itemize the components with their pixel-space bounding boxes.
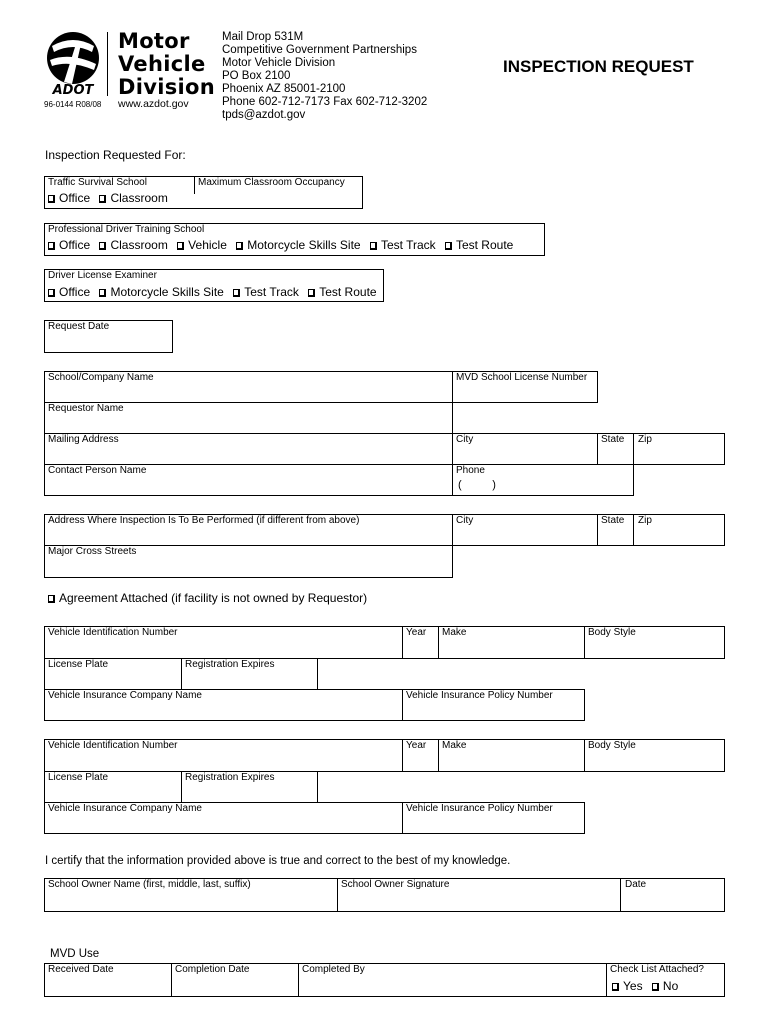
- phone-fax: Phone 602-712-7173 Fax 602-712-3202: [222, 96, 428, 108]
- vin-label: Vehicle Identification Number: [48, 627, 178, 638]
- phone-label: Phone: [456, 465, 485, 476]
- training-test-route-checkbox[interactable]: [445, 238, 513, 252]
- col-line: [181, 771, 182, 803]
- checkbox-icon: [370, 242, 377, 250]
- form-number: 96-0144 R08/08: [44, 100, 102, 109]
- website-link[interactable]: www.azdot.gov: [118, 98, 189, 110]
- zip-label: Zip: [638, 434, 652, 445]
- col-line: [620, 878, 621, 912]
- address-line-5: Phoenix AZ 85001-2100: [222, 83, 346, 95]
- license-examiner-label: Driver License Examiner: [48, 270, 157, 281]
- col-line: [402, 739, 403, 772]
- school-name-label: School/Company Name: [48, 372, 154, 383]
- certification-statement: I certify that the information provided above is true and correct to the best of my knowledge.: [45, 855, 511, 867]
- col-line: [597, 514, 598, 546]
- checkbox-icon: [99, 242, 106, 250]
- address-line-2: Competitive Government Partnerships: [222, 44, 417, 56]
- signature-date-label: Date: [625, 879, 647, 890]
- email-address[interactable]: tpds@azdot.gov: [222, 109, 306, 121]
- completion-date-label: Completion Date: [175, 964, 250, 975]
- col-line: [337, 878, 338, 912]
- option-label: Classroom: [110, 191, 168, 205]
- address-line-3: Motor Vehicle Division: [222, 57, 336, 69]
- license-plate-label: License Plate: [48, 659, 109, 670]
- checkbox-icon: [48, 289, 55, 297]
- license-plate-label: License Plate: [48, 772, 109, 783]
- location-state-label: State: [601, 515, 625, 526]
- option-label: No: [662, 979, 679, 993]
- contact-person-label: Contact Person Name: [48, 465, 147, 476]
- checkbox-icon: [236, 242, 243, 250]
- inspection-heading: Inspection Requested For:: [45, 148, 186, 162]
- traffic-classroom-checkbox[interactable]: [99, 191, 167, 205]
- checkbox-icon: [99, 195, 106, 203]
- address-line-1: Mail Drop 531M: [222, 31, 304, 43]
- training-vehicle-checkbox[interactable]: [177, 238, 227, 252]
- checklist-options: [612, 979, 684, 993]
- cross-streets-label: Major Cross Streets: [48, 546, 137, 557]
- body-style-label: Body Style: [588, 627, 636, 638]
- adot-logo-text: ADOT: [52, 83, 94, 96]
- option-label: Office: [59, 191, 91, 205]
- examiner-office-checkbox[interactable]: [48, 285, 90, 299]
- checklist-yes-checkbox[interactable]: [612, 979, 643, 993]
- checkbox-icon: [99, 289, 106, 297]
- policy-number-label: Vehicle Insurance Policy Number: [406, 803, 553, 814]
- option-label: Office: [59, 285, 91, 299]
- owner-signature-label: School Owner Signature: [341, 879, 450, 890]
- option-label: Office: [59, 238, 91, 252]
- col-line: [402, 689, 403, 721]
- option-label: Test Track: [380, 238, 436, 252]
- checklist-label: Check List Attached?: [610, 964, 704, 975]
- driver-training-options: [48, 238, 519, 252]
- col-line: [402, 626, 403, 659]
- col-line: [181, 658, 182, 690]
- checkbox-icon: [177, 242, 184, 250]
- traffic-school-divider: [194, 176, 195, 194]
- col-line: [584, 739, 585, 772]
- mvd-use-heading: MVD Use: [50, 948, 100, 960]
- checkbox-icon: [233, 289, 240, 297]
- col-line: [402, 802, 403, 834]
- examiner-test-track-checkbox[interactable]: [233, 285, 299, 299]
- examiner-motorcycle-checkbox[interactable]: [99, 285, 223, 299]
- adot-logo: [42, 30, 104, 96]
- option-label: Test Route: [455, 238, 514, 252]
- logo-divider: [107, 32, 108, 96]
- registration-expires-label: Registration Expires: [185, 772, 275, 783]
- mailing-address-label: Mailing Address: [48, 434, 119, 445]
- col-line: [438, 626, 439, 659]
- insurance-company-label: Vehicle Insurance Company Name: [48, 690, 202, 701]
- form-title: INSPECTION REQUEST: [503, 57, 694, 76]
- address-line-4: PO Box 2100: [222, 70, 291, 82]
- make-label: Make: [442, 740, 467, 751]
- col-line: [633, 514, 634, 546]
- policy-number-label: Vehicle Insurance Policy Number: [406, 690, 553, 701]
- col-line: [298, 963, 299, 997]
- col-line: [606, 963, 607, 997]
- max-occupancy-label: Maximum Classroom Occupancy: [198, 177, 345, 188]
- insurance-company-label: Vehicle Insurance Company Name: [48, 803, 202, 814]
- license-number-label: MVD School License Number: [456, 372, 588, 383]
- traffic-school-options: [48, 191, 174, 205]
- traffic-office-checkbox[interactable]: [48, 191, 90, 205]
- training-test-track-checkbox[interactable]: [370, 238, 436, 252]
- option-label: Yes: [623, 979, 643, 993]
- training-office-checkbox[interactable]: [48, 238, 90, 252]
- agreement-label: Agreement Attached (if facility is not owned by Requestor): [59, 591, 368, 605]
- training-motorcycle-checkbox[interactable]: [236, 238, 360, 252]
- inspection-address-label: Address Where Inspection Is To Be Performed (if different from above): [48, 515, 360, 526]
- option-label: Motorcycle Skills Site: [110, 285, 224, 299]
- registration-expires-label: Registration Expires: [185, 659, 275, 670]
- owner-name-label: School Owner Name (first, middle, last, suffix): [48, 879, 251, 890]
- option-label: Test Route: [319, 285, 377, 299]
- requestor-name-label: Requestor Name: [48, 403, 124, 414]
- location-city-label: City: [456, 515, 474, 526]
- checkbox-icon: [652, 983, 659, 991]
- traffic-school-label: Traffic Survival School: [48, 177, 147, 188]
- received-date-label: Received Date: [48, 964, 114, 975]
- col-line: [171, 963, 172, 997]
- location-zip-label: Zip: [638, 515, 652, 526]
- checkbox-icon: [308, 289, 315, 297]
- examiner-test-route-checkbox[interactable]: [308, 285, 376, 299]
- checkbox-icon: [48, 242, 55, 250]
- completed-by-label: Completed By: [302, 964, 365, 975]
- year-label: Year: [406, 627, 427, 638]
- checkbox-icon: [48, 195, 55, 203]
- col-line: [438, 739, 439, 772]
- checklist-no-checkbox[interactable]: [652, 979, 678, 993]
- license-examiner-options: [48, 285, 383, 299]
- option-label: Vehicle: [188, 238, 227, 252]
- adot-logo-mark: [42, 30, 104, 96]
- year-label: Year: [406, 740, 427, 751]
- state-label: State: [601, 434, 625, 445]
- location-city-row: [452, 514, 725, 546]
- checkbox-icon: [48, 595, 55, 603]
- logo-line-division: Division: [118, 75, 215, 99]
- training-classroom-checkbox[interactable]: [99, 238, 167, 252]
- driver-training-label: Professional Driver Training School: [48, 224, 205, 235]
- logo-line-motor: Motor: [118, 29, 190, 53]
- city-label: City: [456, 434, 474, 445]
- agreement-checkbox[interactable]: [48, 591, 367, 605]
- col-line: [633, 433, 634, 465]
- checkbox-icon: [445, 242, 452, 250]
- col-line: [597, 433, 598, 465]
- request-date-label: Request Date: [48, 321, 110, 332]
- checkbox-icon: [612, 983, 619, 991]
- option-label: Test Track: [244, 285, 299, 299]
- city-state-zip-row: [452, 433, 725, 465]
- body-style-label: Body Style: [588, 740, 636, 751]
- col-line: [584, 626, 585, 659]
- phone-format: ( ): [458, 479, 496, 491]
- vin-label: Vehicle Identification Number: [48, 740, 178, 751]
- logo-line-vehicle: Vehicle: [118, 52, 206, 76]
- make-label: Make: [442, 627, 467, 638]
- option-label: Classroom: [110, 238, 168, 252]
- option-label: Motorcycle Skills Site: [247, 238, 361, 252]
